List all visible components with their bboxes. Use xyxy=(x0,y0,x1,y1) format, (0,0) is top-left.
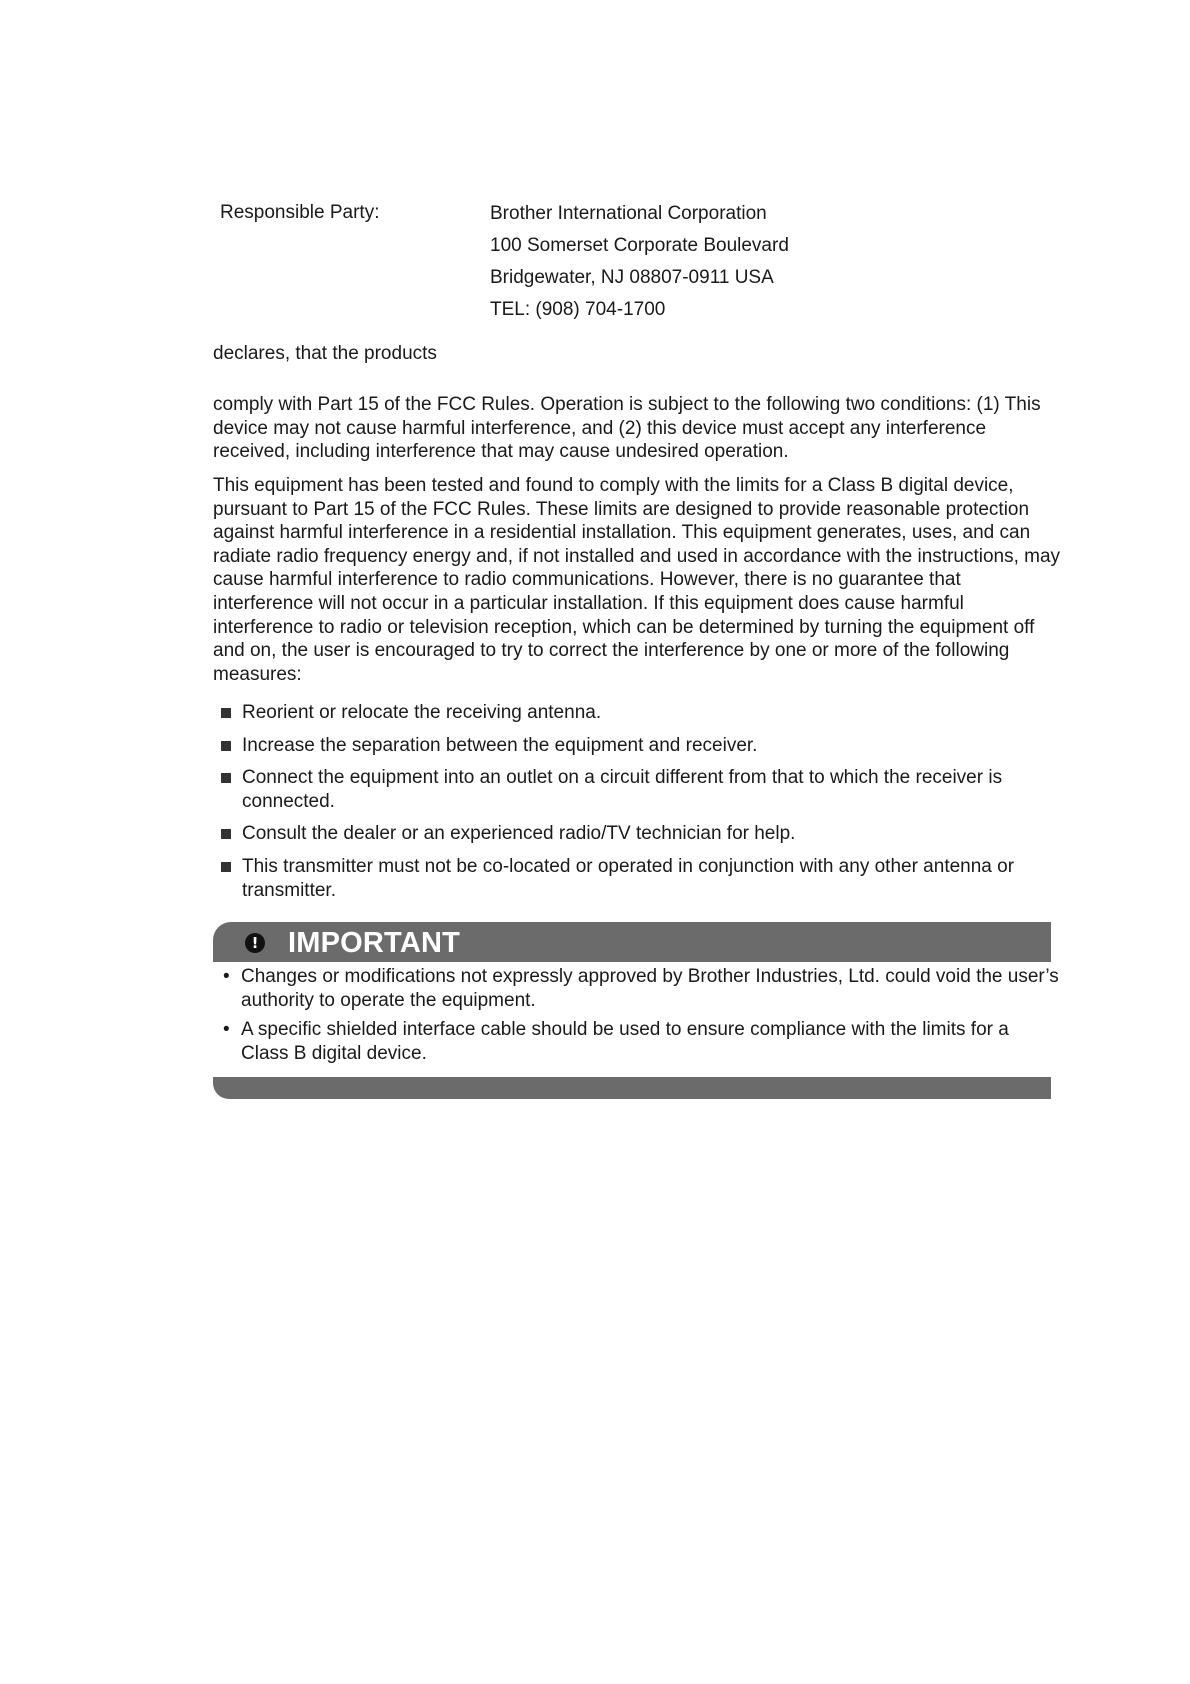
company-name: Brother International Corporation xyxy=(490,203,767,224)
square-bullet-icon xyxy=(221,708,231,718)
measure-text: Consult the dealer or an experienced radio/TV technician for help. xyxy=(242,823,796,845)
square-bullet-icon xyxy=(221,773,231,783)
list-item xyxy=(220,734,1063,758)
class-b-paragraph: This equipment has been tested and found to comply with the limits for a Class B digital device, pursuant to Part 15 of the FCC Rules. These limits are designed to provide reasonable protection against harmful interference in a residential installation. This equipment generates, uses, and can radiate radio frequency energy and, if not installed and used in accordance with the instructions, may cause harmful interference to radio communications. However, there is no guarantee that interference will not occur in a particular installation. If this equipment does cause harmful interference to radio or television reception, which can be determined by turning the equipment off and on, the user is encouraged to try to correct the interference by one or more of the following measures: xyxy=(213,475,1061,685)
address-street: 100 Somerset Corporate Boulevard xyxy=(490,235,789,256)
list-item xyxy=(220,822,1063,846)
list-item xyxy=(220,1018,1060,1065)
measure-text: Reorient or relocate the receiving antenna. xyxy=(242,702,602,723)
measure-text: Connect the equipment into an outlet on a circuit different from that to which the receiver is connected. xyxy=(242,767,1003,812)
list-item xyxy=(220,766,1063,813)
important-footer-bar xyxy=(213,1077,1051,1099)
telephone: TEL: (908) 704-1700 xyxy=(490,299,666,320)
address-city: Bridgewater, NJ 08807-0911 USA xyxy=(490,267,774,288)
square-bullet-icon xyxy=(221,741,231,751)
exclamation-icon: ! xyxy=(245,933,265,953)
important-note-text: A specific shielded interface cable should be used to ensure compliance with the limits for a Class B digital device. xyxy=(241,1019,1009,1064)
declares-text: declares, that the products xyxy=(213,343,437,364)
list-item xyxy=(220,965,1060,1012)
compliance-paragraph: comply with Part 15 of the FCC Rules. Operation is subject to the following two conditions: (1) This device may not cause harmful interference, and (2) this device must accept any interference received, including interference that may cause undesired operation. xyxy=(213,394,1041,463)
important-banner xyxy=(213,922,1051,962)
list-item xyxy=(220,701,1063,725)
square-bullet-icon xyxy=(221,862,231,872)
bullet-dot-icon: • xyxy=(223,1019,230,1041)
responsible-party-address xyxy=(490,202,789,330)
measures-list xyxy=(220,701,1063,911)
responsible-party-label: Responsible Party: xyxy=(220,202,380,223)
measure-text: This transmitter must not be co-located or operated in conjunction with any other antenna or transmitter. xyxy=(242,855,1015,901)
measure-text: Increase the separation between the equipment and receiver. xyxy=(242,734,758,756)
important-notes-list xyxy=(220,965,1060,1071)
square-bullet-icon xyxy=(221,829,231,839)
important-note-text: Changes or modifications not expressly approved by Brother Industries, Ltd. could void the user’s authority to operate the equipment. xyxy=(241,966,1059,1011)
important-title: IMPORTANT xyxy=(288,927,461,959)
bullet-dot-icon: • xyxy=(223,966,230,987)
list-item xyxy=(220,855,1063,902)
